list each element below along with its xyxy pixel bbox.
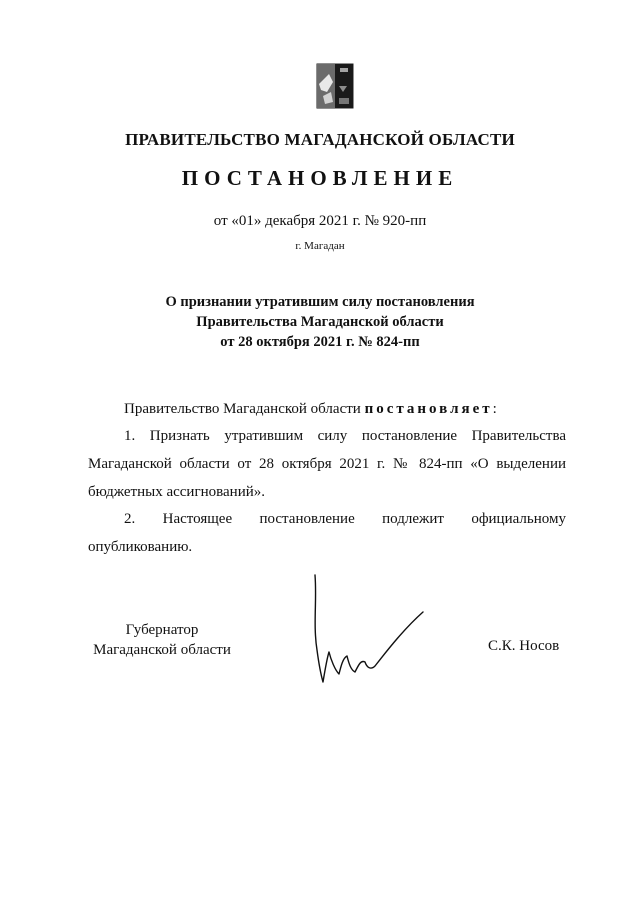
- handwritten-signature: [305, 570, 435, 690]
- item-2-word: постановление: [259, 511, 355, 527]
- coat-of-arms-icon: [313, 62, 357, 112]
- item-2-tail: опубликованию.: [88, 539, 193, 555]
- item-2-word: 2.: [124, 511, 136, 527]
- paragraph-item-2: [88, 505, 566, 561]
- item-2-word: подлежит: [382, 511, 444, 527]
- intro-decree-word: постановляет: [364, 401, 493, 417]
- subject-line: Правительства Магаданской области: [196, 314, 444, 330]
- government-title: ПРАВИТЕЛЬСТВО МАГАДАНСКОЙ ОБЛАСТИ: [125, 130, 515, 149]
- signatory-name: С.К. Носов: [488, 638, 560, 654]
- item-2-word: официальному: [471, 511, 566, 527]
- document-subject: [0, 292, 640, 352]
- intro-paragraph: [88, 395, 566, 423]
- signatory-title-line: Магаданской области: [93, 642, 231, 658]
- paragraph-item-1: 1. Признать утратившим силу постановление Правительства Магаданской области от 28 октября 2021 г. № 824-пп «О выделении бюджетных ассигнований».: [88, 428, 566, 500]
- document-type: ПОСТАНОВЛЕНИЕ: [181, 166, 459, 190]
- signatory-title: [92, 620, 232, 660]
- document-date-number: от «01» декабря 2021 г. № 920-пп: [213, 213, 427, 229]
- subject-line: О признании утратившим силу постановления: [165, 294, 475, 310]
- signatory-title-line: Губернатор: [125, 622, 199, 638]
- document-city: г. Магадан: [295, 240, 345, 252]
- item-2-word: Настоящее: [162, 511, 233, 527]
- item-2-first-line: [88, 505, 566, 533]
- subject-line: от 28 октября 2021 г. № 824-пп: [220, 334, 420, 350]
- intro-colon: :: [492, 401, 497, 417]
- intro-lead: Правительство Магаданской области: [124, 401, 365, 417]
